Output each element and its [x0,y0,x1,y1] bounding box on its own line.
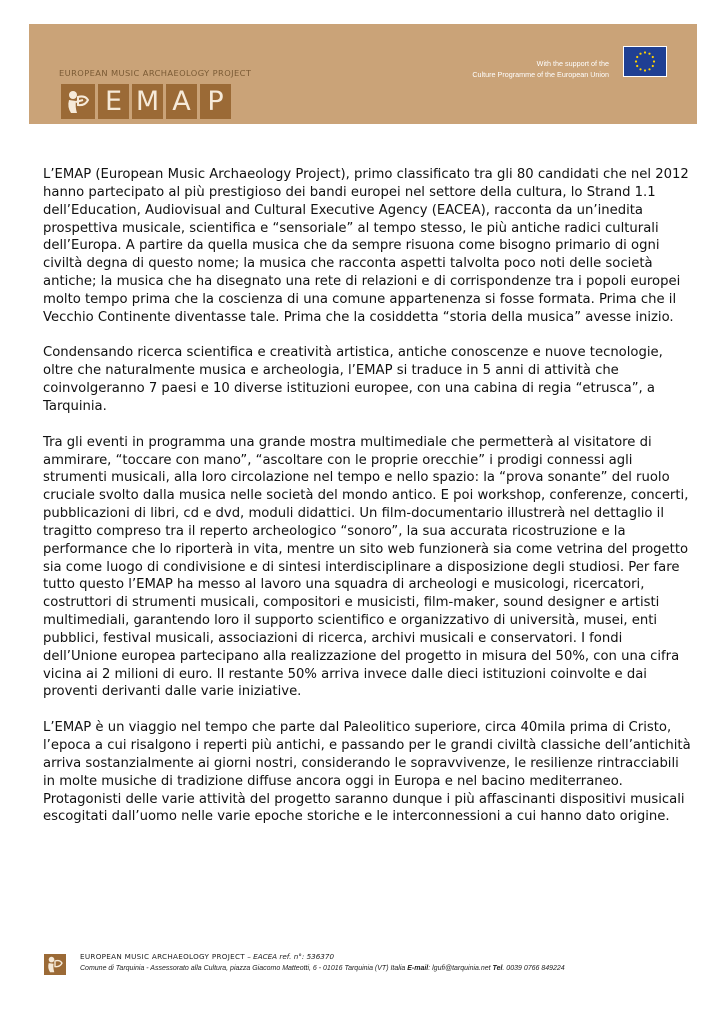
footer-project-name: EUROPEAN MUSIC ARCHAEOLOGY PROJECT [80,952,245,961]
header-band [29,24,697,124]
footer-contact-line [80,965,565,972]
paragraph-2: Condensando ricerca scientifica e creatività artistica, antiche conoscenze e nuove tecnologie, oltre che naturalmente musica e archeologia, l’EMAP si traduce in 5 anni di attività che coinvolgeranno 7 paesi e 10 diverse istituzioni europee, con una cabina di regia “etrusca”, a Tarquinia. [43,345,663,414]
paragraph-4: L’EMAP è un viaggio nel tempo che parte dal Paleolitico superiore, circa 40mila prima di Cristo, l’epoca a cui risalgono i reperti più antichi, e passando per le grandi civiltà classiche dell’antichità arriva sostanzialmente ai giorni nostri, considerando le sopravvivenze, le resilienze rintracciabili in molte musiche di tradizione diffuse ancora oggi in Europa e nel bacino mediterraneo. Protagonisti delle varie attività del progetto saranno dunque i più affascinanti dispositivi musicali escogitati dall’uomo nelle varie epoche storiche e le interconnessioni a cui hanno dato origine. [43,720,691,825]
paragraph-1: L’EMAP (European Music Archaeology Project), primo classificato tra gli 80 candidati che nel 2012 hanno partecipato al più prestigioso dei bandi europei nel settore della cultura, lo Strand 1.1 dell’Education, Audiovisual and Cultural Executive Agency (EACEA), racconta da un’inedita prospettiva musicale, scientifica e “sensoriale” al tempo stesso, le più antiche radici culturali dell’Europa. A partire da quella musica che da sempre risuona come bisogno primario di ogni civiltà degna di questo nome; la musica che racconta aspetti talvolta poco noti delle società antiche; la musica che ha disegnato una rete di relazioni e di corrispondenze tra i popoli europei molto tempo prima che la coscienza di una comune appartenenza si fosse formata. Prima che il Vecchio Continente diventasse tale. Prima che la cosiddetta “storia della musica” avesse inizio. [43,167,689,325]
footer-ref: – EACEA ref. n°: 536370 [245,952,335,961]
paragraph-3: Tra gli eventi in programma una grande mostra multimediale che permetterà al visitatore di ammirare, “toccare con mano”, “ascoltare con le proprie orecchie” i prodigi connessi agli strumenti musicali, alla loro circolazione nel tempo e nello spazio: la “prova sonante” del ruolo cruciale svolto dalla musica nelle società del mondo antico. E poi workshop, conferenze, concerti, pubblicazioni di libri, cd e dvd, moduli didattici. Un film-documentario illustrerà nel dettaglio il tragitto compreso tra il reperto archeologico “sonoro”, la sua accurata ricostruzione e la performance che lo riporterà in vita, mentre un sito web funzionerà sia come vetrina del progetto sia come luogo di condivisione e di sintesi interdisciplinare a disposizione degli studiosi. Per fare tutto questo l’EMAP ha messo al lavoro una squadra di archeologi e musicologi, ricercatori, costruttori di strumenti musicali, compositori e musicisti, film-maker, sound designer e artisti multimediali, garantendo loro il supporto scientifico e organizzativo di università, musei, enti pubblici, festival musicali, associazioni di ricerca, archivi musicali e conservatori. I fondi dell’Unione europea partecipano alla realizzazione del progetto in misura del 50%, con una cifra vicina ai 2 milioni di euro. Il restante 50% arriva invece dalle dieci istituzioni coinvolte e dai proventi derivanti dalle varie iniziative. [43,434,689,700]
emap-logo [61,84,231,119]
eu-star-icon [653,60,655,62]
eu-flag-icon [623,46,667,77]
project-label: EUROPEAN MUSIC ARCHAEOLOGY PROJECT [59,68,252,78]
footer-tel-label: Tel [492,965,503,972]
footer-address: Comune di Tarquinia - Assessorato alla Cultura, piazza Giacomo Matteotti, 6 - 01016 Tarquinia (VT) Italia [80,965,408,972]
eu-support-text [472,58,609,80]
support-line-2: Culture Programme of the European Union [472,70,609,79]
logo-letter-e: E [98,84,129,119]
logo-letter-m: M [132,84,163,119]
footer-tel: . 0039 0766 849224 [502,965,565,972]
eu-star-icon [635,60,637,62]
article-body [43,166,693,844]
eu-star-icon [636,65,638,67]
logo-letter-p: P [200,84,231,119]
support-line-1: With the support of the [536,59,609,68]
eu-star-icon [636,56,638,58]
logo-letter-a: A [166,84,197,119]
eu-star-icon [652,56,654,58]
ancient-musician-icon [61,84,95,119]
eu-star-icon [648,68,650,70]
eu-star-icon [644,69,646,71]
footer-email-label: E-mail [407,965,429,972]
eu-star-icon [639,53,641,55]
eu-star-icon [648,53,650,55]
footer-project-line [80,952,334,961]
footer-emblem-icon [44,954,66,975]
eu-star-icon [644,51,646,53]
eu-star-icon [652,65,654,67]
footer-email[interactable]: : lgufi@tarquinia.net [428,965,493,972]
eu-star-icon [639,68,641,70]
